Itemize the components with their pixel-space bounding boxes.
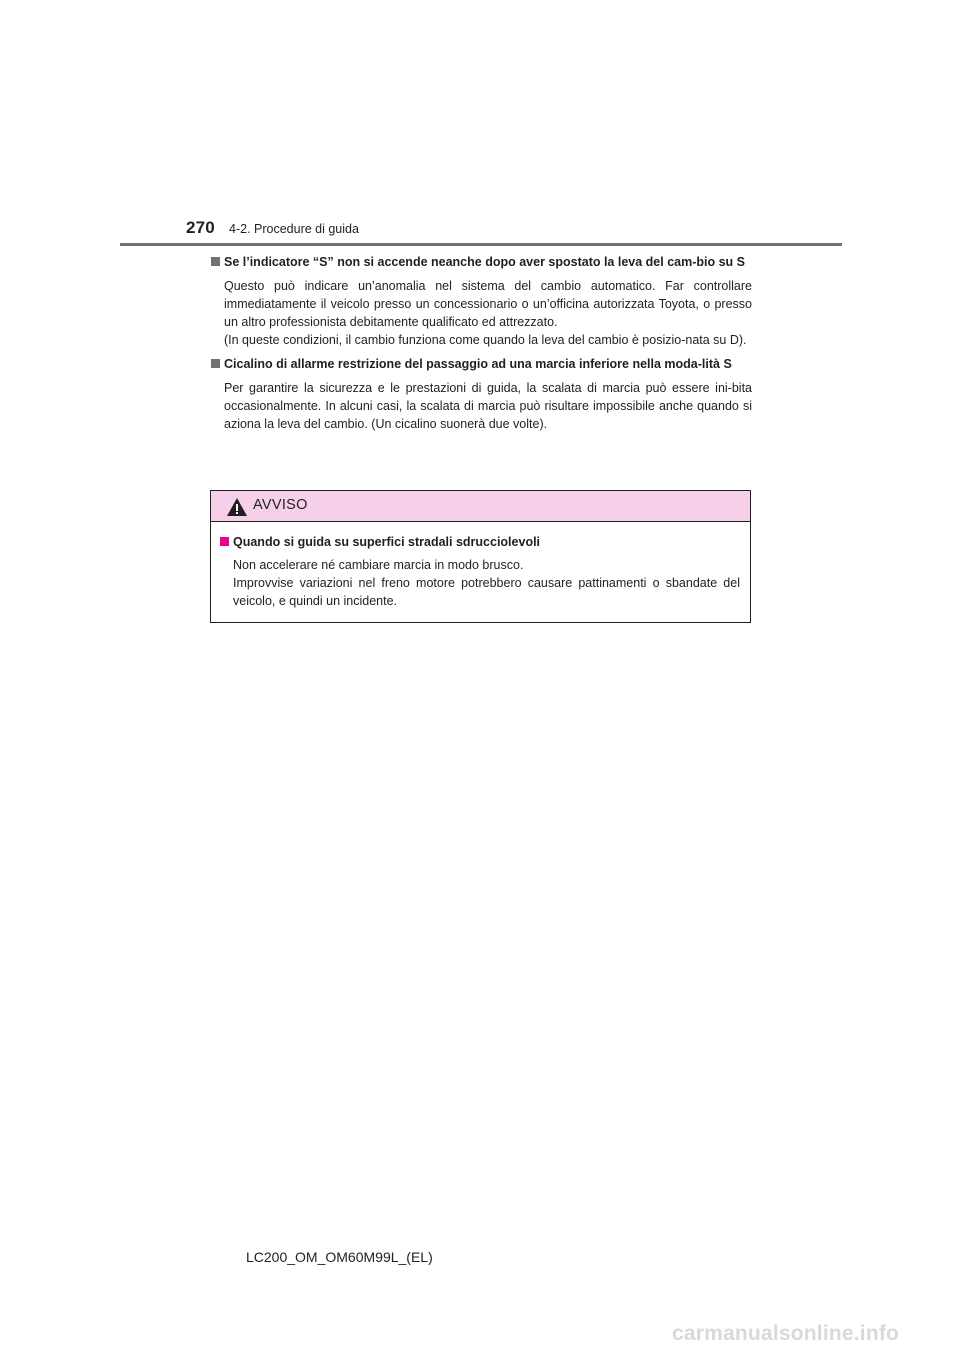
warning-header	[211, 491, 750, 522]
header-rule	[120, 243, 842, 246]
section-paragraph: Per garantire la sicurezza e le prestazioni di guida, la scalata di marcia può essere ini-bita occasionalmente. In alcuni casi, la scalata di marcia può risultare impossibile anche quando si aziona la leva del cambio. (Un cicalino suonerà due volte).	[224, 381, 752, 431]
watermark: carmanualsonline.info	[672, 1322, 900, 1345]
section-heading-text: Cicalino di allarme restrizione del passaggio ad una marcia inferiore nella moda-lità S	[224, 357, 732, 371]
section-block	[210, 355, 752, 433]
section-title: 4-2. Procedure di guida	[229, 222, 359, 236]
warning-triangle-icon	[226, 497, 248, 517]
warning-heading-text: Quando si guida su superfici stradali sdrucciolevoli	[233, 535, 541, 549]
section-heading	[210, 253, 752, 271]
section-heading-text: Se l’indicatore “S” non si accende neanche dopo aver spostato la leva del cam-bio su S	[224, 255, 745, 269]
document-code: LC200_OM_OM60M99L_(EL)	[246, 1249, 433, 1265]
warning-paragraph: Non accelerare né cambiare marcia in modo brusco.	[233, 558, 524, 572]
warning-paragraph: Improvvise variazioni nel freno motore potrebbero causare pattinamenti o sbandate del veicolo, e quindi un incidente.	[233, 576, 740, 608]
square-bullet-icon	[211, 257, 220, 266]
square-bullet-icon	[211, 359, 220, 368]
main-content	[210, 253, 752, 433]
warning-heading	[219, 533, 740, 551]
warning-label: AVVISO	[253, 497, 308, 513]
square-bullet-icon	[220, 537, 229, 546]
warning-body	[211, 522, 750, 610]
page-number: 270	[186, 218, 215, 237]
section-heading	[210, 355, 752, 373]
section-paragraph: (In queste condizioni, il cambio funziona come quando la leva del cambio è posizio-nata su D).	[224, 333, 747, 347]
section-paragraph: Questo può indicare un’anomalia nel sistema del cambio automatico. Far controllare immediatamente il veicolo presso un concessionario o un’officina autorizzata Toyota, o presso un altro professionista debitamente qualificato ed attrezzato.	[224, 279, 752, 329]
warning-box	[210, 490, 751, 623]
section-block	[210, 253, 752, 349]
